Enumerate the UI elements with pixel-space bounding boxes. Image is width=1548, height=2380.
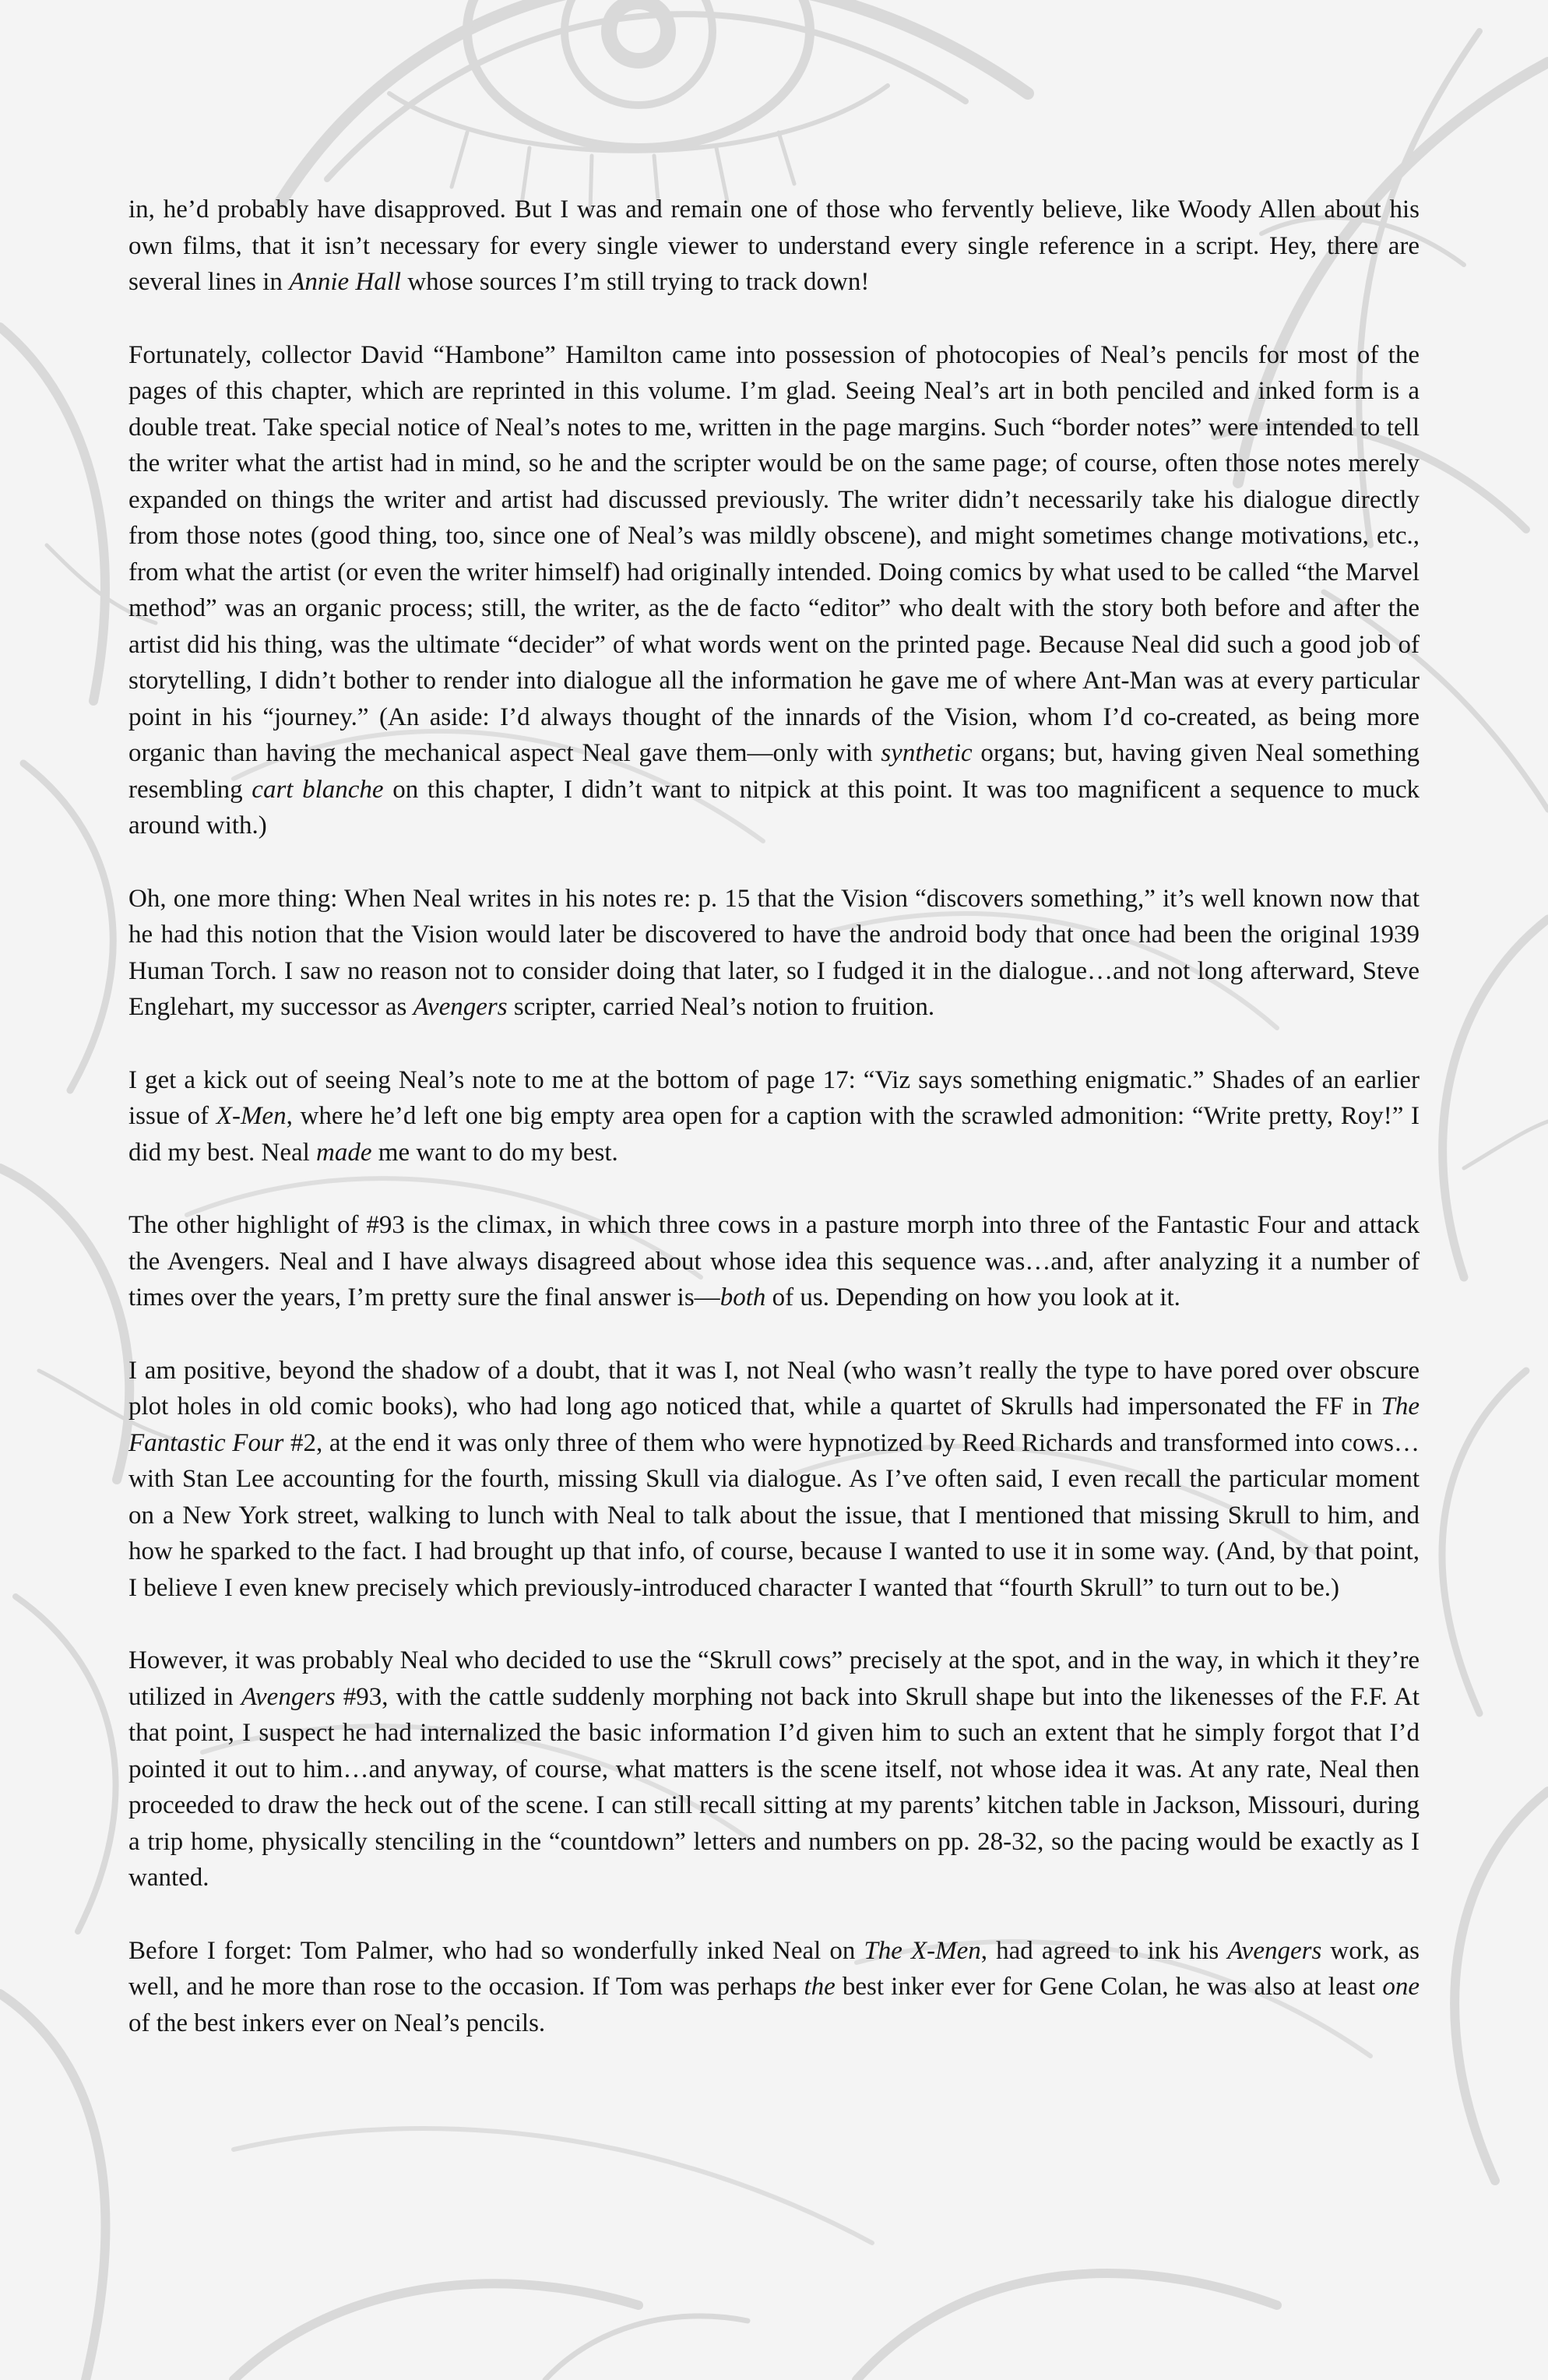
italic-text-run: The X-Men — [864, 1936, 981, 1965]
text-run: Before I forget: Tom Palmer, who had so wonderfully inked Neal on — [128, 1936, 864, 1965]
text-run: work, as well, and he more than rose to the occasion. If Tom was perhaps — [128, 1936, 1420, 2001]
italic-text-run: Avengers — [241, 1682, 336, 1711]
text-run: #93, with the cattle suddenly morphing not back into Skrull shape but into the likenesses of the F.F. At that point, I suspect he had internalized the basic information I’d given him to such an extent that he simply forgot that I’d pointed it out to him…and anyway, of course, what matters is the scene itself, not whose idea it was. At any rate, Neal then proceeded to draw the heck out of the scene. I can still recall sitting at my parents’ kitchen table in Jackson, Missouri, during a trip home, physically stenciling in the “countdown” letters and numbers on pp. 28-32, so the pacing would be exactly as I wanted. — [128, 1682, 1420, 1892]
italic-text-run: one — [1382, 1973, 1420, 2001]
text-run: organs; but, having given Neal something resembling — [128, 739, 1420, 804]
paragraph — [128, 1207, 1420, 1316]
foliage-bottom — [234, 2273, 1277, 2380]
paragraph — [128, 1933, 1420, 2042]
italic-text-run: both — [719, 1283, 766, 1311]
text-run: , had agreed to ink his — [980, 1936, 1228, 1965]
text-run: scripter, carried Neal’s notion to fruition. — [507, 993, 935, 1021]
eye-drawing — [280, 0, 1028, 210]
text-run: The other highlight of #93 is the climax, in which three cows in a pasture morph into three of the Fantastic Four and attack the Avengers. Neal and I have always disagreed about whose idea this sequence was…and, after analyzing it a number of times over the years, I’m pretty sure the final answer is— — [128, 1211, 1420, 1311]
paragraph — [128, 881, 1420, 1026]
text-run: However, it was probably Neal who decided to use the “Skrull cows” precisely at the spot, and in the way, in which it they’re utilized in — [128, 1646, 1420, 1711]
paragraph — [128, 1353, 1420, 1607]
italic-text-run: cart blanche — [252, 775, 384, 804]
paragraph — [128, 1642, 1420, 1896]
text-run: , where he’d left one big empty area open for a caption with the scrawled admonition: “Write pretty, Roy!” I did my best. Neal — [128, 1102, 1420, 1167]
text-run: whose sources I’m still trying to track down! — [401, 268, 870, 296]
italic-text-run: made — [316, 1138, 372, 1167]
italic-text-run: synthetic — [881, 739, 973, 767]
text-run: Fortunately, collector David “Hambone” Hamilton came into possession of photocopies of Neal’s pencils for most of the pages of this chapter, which are reprinted in this volume. I’m glad. Seeing Neal’s art in both penciled and inked form is a double treat. Take special notice of Neal’s notes to me, written in the page margins. Such “border notes” were intended to tell the writer what the artist had in mind, so he and the scripter would be on the same page; of course, often those notes merely expanded on things the writer and artist had discussed previously. The writer didn’t necessarily take his dialogue directly from those notes (good thing, too, since one of Neal’s was mildly obscene), and might sometimes change motivations, etc., from what the artist (or even the writer himself) had originally intended. Doing comics by what used to be called “the Marvel method” was an organic process; still, the writer, as the de facto “editor” who dealt with the story both before and after the artist did his thing, was the ultimate “decider” of what words went on the printed page. Because Neal did such a good job of storytelling, I didn’t bother to render into dialogue all the information he gave me of where Ant-Man was at every particular point in his “journey.” (An aside: I’d always thought of the innards of the Vision, whom I’d co-created, as being more organic than having the mechanical aspect Neal gave them—only with — [128, 340, 1420, 767]
text-run: I am positive, beyond the shadow of a doubt, that it was I, not Neal (who wasn’t really the type to have pored over obscure plot holes in old comic books), who had long ago noticed that, while a quartet of Skrulls had impersonated the FF in — [128, 1356, 1420, 1421]
text-run: I get a kick out of seeing Neal’s note to me at the bottom of page 17: “Viz says something enigmatic.” Shades of an earlier issue of — [128, 1065, 1420, 1130]
italic-text-run: X-Men — [216, 1102, 287, 1130]
paragraph — [128, 337, 1420, 844]
text-run: of us. Depending on how you look at it. — [765, 1283, 1180, 1311]
text-run: on this chapter, I didn’t want to nitpick at this point. It was too magnificent a sequence to muck around with.) — [128, 775, 1420, 840]
italic-text-run: the — [804, 1973, 836, 2001]
essay-text — [128, 192, 1420, 2078]
text-run: of the best inkers ever on Neal’s pencils. — [128, 2009, 546, 2037]
foliage-right-edge — [1442, 919, 1548, 2181]
text-run: #2, at the end it was only three of them who were hypnotized by Reed Richards and transformed into cows…with Stan Lee accounting for the fourth, missing Skull via dialogue. As I’ve often said, I even recall the particular moment on a New York street, walking to lunch with Neal to talk about the issue, that I mentioned that missing Skrull to him, and how he sparked to the fact. I had brought up that info, of course, because I wanted to use it in some way. (And, by that point, I believe I even knew precisely which previously-introduced character I wanted that “fourth Skrull” to turn out to be.) — [128, 1428, 1420, 1602]
text-run: Oh, one more thing: When Neal writes in his notes re: p. 15 that the Vision “discovers something,” it’s well known now that he had this notion that the Vision would later be discovered to have the android body that once had been the original 1939 Human Torch. I saw no reason not to consider doing that later, so I fudged it in the dialogue…and not long afterward, Steve Englehart, my successor as — [128, 884, 1420, 1021]
italic-text-run: The Fantastic Four — [128, 1392, 1420, 1457]
paragraph — [128, 1062, 1420, 1171]
text-run: me want to do my best. — [371, 1138, 618, 1167]
text-run: best inker ever for Gene Colan, he was also at least — [835, 1973, 1383, 2001]
italic-text-run: Avengers — [413, 993, 508, 1021]
paragraph — [128, 192, 1420, 301]
text-run: in, he’d probably have disapproved. But I was and remain one of those who fervently believe, like Woody Allen about his own films, that it isn’t necessary for every single viewer to understand every single reference in a script. Hey, there are several lines in — [128, 195, 1420, 296]
italic-text-run: Avengers — [1227, 1936, 1322, 1965]
italic-text-run: Annie Hall — [289, 268, 402, 296]
